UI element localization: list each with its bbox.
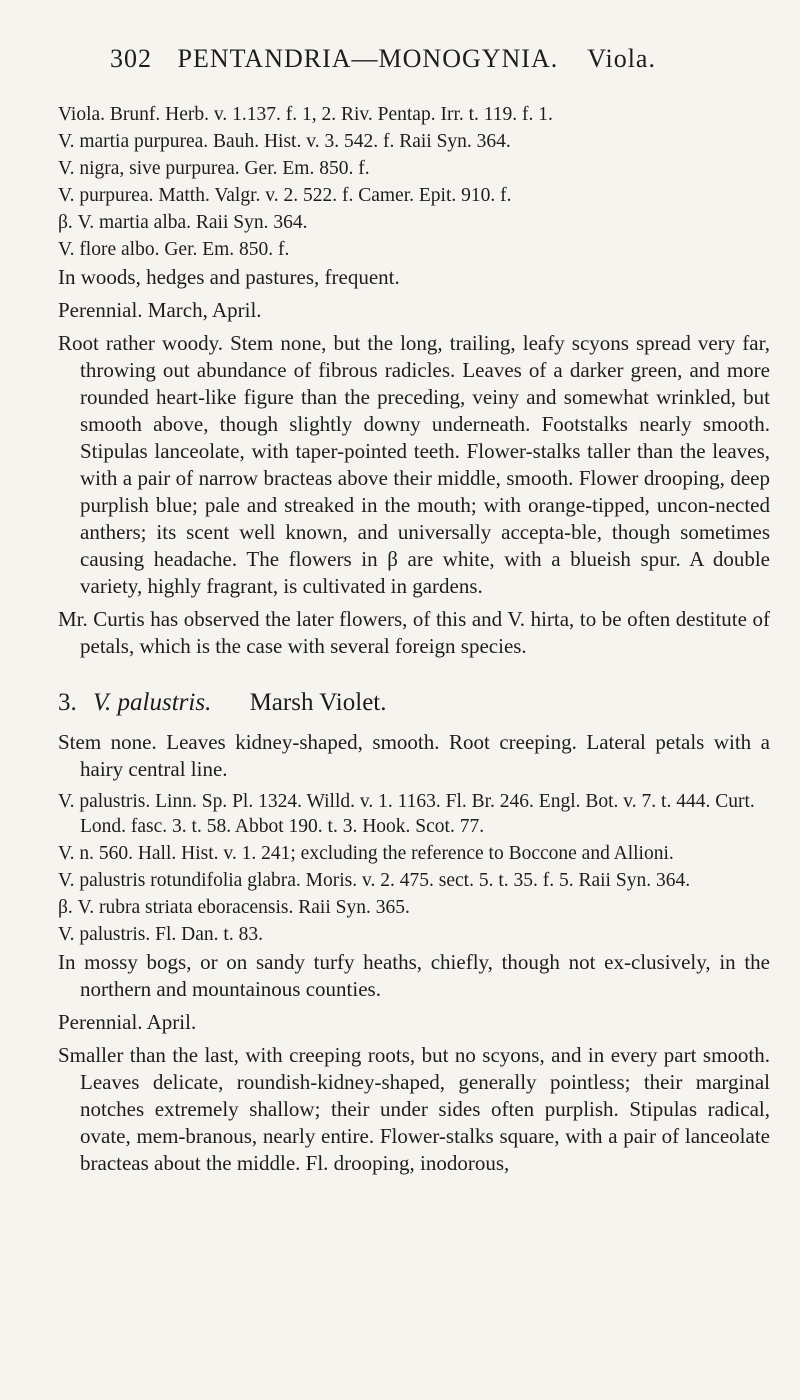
synonym-line: V. palustris. Fl. Dan. t. 83. xyxy=(58,924,263,945)
synonym-line: β. V. martia alba. Raii Syn. 364. xyxy=(58,212,308,233)
synonym-line: V. palustris. Linn. Sp. Pl. 1324. Willd. v. 1. 1163. Fl. Br. 246. Engl. Bot. v. 7. t. 444. Curt. Lond. fasc. 3. t. 58. Abbot 190. t. 3. Hook. Scot. 77. xyxy=(58,791,755,837)
species-3-diagnosis: Stem none. Leaves kidney-shaped, smooth. Root creeping. Lateral petals with a hairy central line. xyxy=(58,730,770,781)
running-header xyxy=(110,44,656,74)
species-3-synonyms xyxy=(58,789,770,947)
species-2-habitat: In woods, hedges and pastures, frequent. xyxy=(58,265,400,289)
page-number: 302 xyxy=(110,44,152,73)
synonym-line: V. flore albo. Ger. Em. 850. f. xyxy=(58,239,290,260)
synonym-line: Viola. Brunf. Herb. v. 1.137. f. 1, 2. Riv. Pentap. Irr. t. 119. f. 1. xyxy=(58,104,553,125)
species-2-synonyms xyxy=(58,102,770,262)
synonym-line: V. palustris rotundifolia glabra. Moris. v. 2. 475. sect. 5. t. 35. f. 5. Raii Syn. 364. xyxy=(58,870,691,891)
synonym-line: V. n. 560. Hall. Hist. v. 1. 241; excluding the reference to Boccone and Allioni. xyxy=(58,843,674,864)
header-title: PENTANDRIA—MONOGYNIA. xyxy=(177,44,559,73)
species-3-habitat: In mossy bogs, or on sandy turfy heaths, chiefly, though not ex-clusively, in the northern and mountainous counties. xyxy=(58,950,770,1001)
species-3-heading xyxy=(58,690,770,715)
species-common-name: Marsh Violet. xyxy=(249,689,387,716)
species-2-duration: Perennial. March, April. xyxy=(58,298,262,322)
species-3-description: Smaller than the last, with creeping roots, but no scyons, and in every part smooth. Leaves delicate, roundish-kidney-shaped, generally pointless; their marginal notches extremely shallow; their under sides often purplish. Stipulas radical, ovate, mem-branous, nearly entire. Flower-stalks square, with a pair of lanceolate bracteas about the middle. Fl. drooping, inodorous, xyxy=(58,1043,770,1175)
synonym-line: V. nigra, sive purpurea. Ger. Em. 850. f. xyxy=(58,158,370,179)
synonym-line: V. martia purpurea. Bauh. Hist. v. 3. 542. f. Raii Syn. 364. xyxy=(58,131,511,152)
species-3-duration: Perennial. April. xyxy=(58,1010,197,1034)
page-body xyxy=(58,102,770,1183)
species-2-note: Mr. Curtis has observed the later flowers, of this and V. hirta, to be often destitute of petals, which is the case with several foreign species. xyxy=(58,607,770,658)
species-scientific-name: V. palustris. xyxy=(93,689,212,716)
synonym-line: V. purpurea. Matth. Valgr. v. 2. 522. f. Camer. Epit. 910. f. xyxy=(58,185,512,206)
species-2-description: Root rather woody. Stem none, but the long, trailing, leafy scyons spread very far, throwing out abundance of fibrous radicles. Leaves of a darker green, and more rounded heart-like figure than the preceding, veiny and somewhat wrinkled, but smooth above, though slightly downy underneath. Footstalks nearly smooth. Stipulas lanceolate, with taper-pointed teeth. Flower-stalks taller than the leaves, with a pair of narrow bracteas above their middle, smooth. Flower drooping, deep purplish blue; pale and streaked in the mouth; with orange-tipped, uncon-nected anthers; its scent well known, and universally accepta-ble, though sometimes causing headache. The flowers in β are white, with a blueish spur. A double variety, highly fragrant, is cultivated in gardens. xyxy=(58,331,770,598)
species-number: 3. xyxy=(58,689,77,716)
synonym-line: β. V. rubra striata eboracensis. Raii Syn. 365. xyxy=(58,897,410,918)
header-genus: Viola. xyxy=(587,44,656,73)
